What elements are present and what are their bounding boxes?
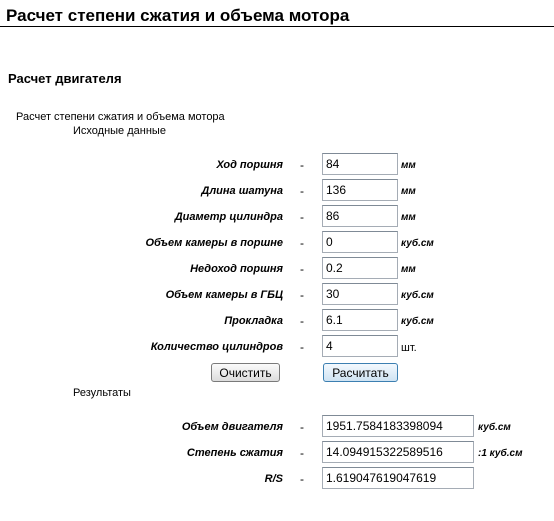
stroke-label: Ход поршня: [216, 159, 283, 171]
compression-ratio-label: Степень сжатия: [186, 447, 283, 459]
rod-length-label: Длина шатуна: [201, 185, 283, 197]
page-title: Расчет степени сжатия и объема мотора: [6, 6, 350, 25]
row-dash: -: [300, 340, 304, 354]
gasket-label: Прокладка: [224, 315, 283, 327]
head-chamber-label: Объем камеры в ГБЦ: [165, 289, 283, 301]
results-heading: Результаты: [73, 387, 131, 399]
compression-ratio-unit: :1 куб.см: [478, 448, 523, 459]
engine-volume-unit: куб.см: [478, 422, 511, 433]
form-subtitle: Расчет степени сжатия и объема мотора: [16, 111, 225, 123]
compression-ratio-output[interactable]: [322, 441, 474, 463]
rod-stroke-ratio-output[interactable]: [322, 467, 474, 489]
bore-unit: мм: [401, 212, 416, 223]
row-dash: -: [300, 236, 304, 250]
rod-length-input[interactable]: [322, 179, 398, 201]
bore-input[interactable]: [322, 205, 398, 227]
rod-stroke-ratio-label: R/S: [264, 473, 283, 485]
inputs-heading: Исходные данные: [73, 125, 166, 137]
calculate-button[interactable]: Расчитать: [323, 363, 398, 382]
row-dash: -: [300, 472, 304, 486]
piston-chamber-label: Объем камеры в поршне: [145, 237, 283, 249]
row-dash: -: [300, 314, 304, 328]
row-dash: -: [300, 184, 304, 198]
section-title: Расчет двигателя: [8, 71, 122, 86]
cylinders-input[interactable]: [322, 335, 398, 357]
title-divider: [0, 26, 554, 27]
cylinders-label: Количество цилиндров: [150, 341, 283, 353]
piston-chamber-input[interactable]: [322, 231, 398, 253]
head-chamber-unit: куб.см: [401, 290, 434, 301]
row-dash: -: [300, 288, 304, 302]
row-dash: -: [300, 262, 304, 276]
head-chamber-input[interactable]: [322, 283, 398, 305]
deck-height-label: Недоход поршня: [190, 263, 283, 275]
gasket-input[interactable]: [322, 309, 398, 331]
row-dash: -: [300, 210, 304, 224]
row-dash: -: [300, 420, 304, 434]
engine-volume-label: Объем двигателя: [181, 421, 283, 433]
piston-chamber-unit: куб.см: [401, 238, 434, 249]
row-dash: -: [300, 158, 304, 172]
stroke-input[interactable]: [322, 153, 398, 175]
deck-height-unit: мм: [401, 264, 416, 275]
engine-volume-output[interactable]: [322, 415, 474, 437]
clear-button[interactable]: Очистить: [211, 363, 280, 382]
rod-length-unit: мм: [401, 186, 416, 197]
stroke-unit: мм: [401, 160, 416, 171]
cylinders-unit: шт.: [401, 342, 417, 354]
gasket-unit: куб.см: [401, 316, 434, 327]
deck-height-input[interactable]: [322, 257, 398, 279]
row-dash: -: [300, 446, 304, 460]
bore-label: Диаметр цилиндра: [174, 211, 283, 223]
